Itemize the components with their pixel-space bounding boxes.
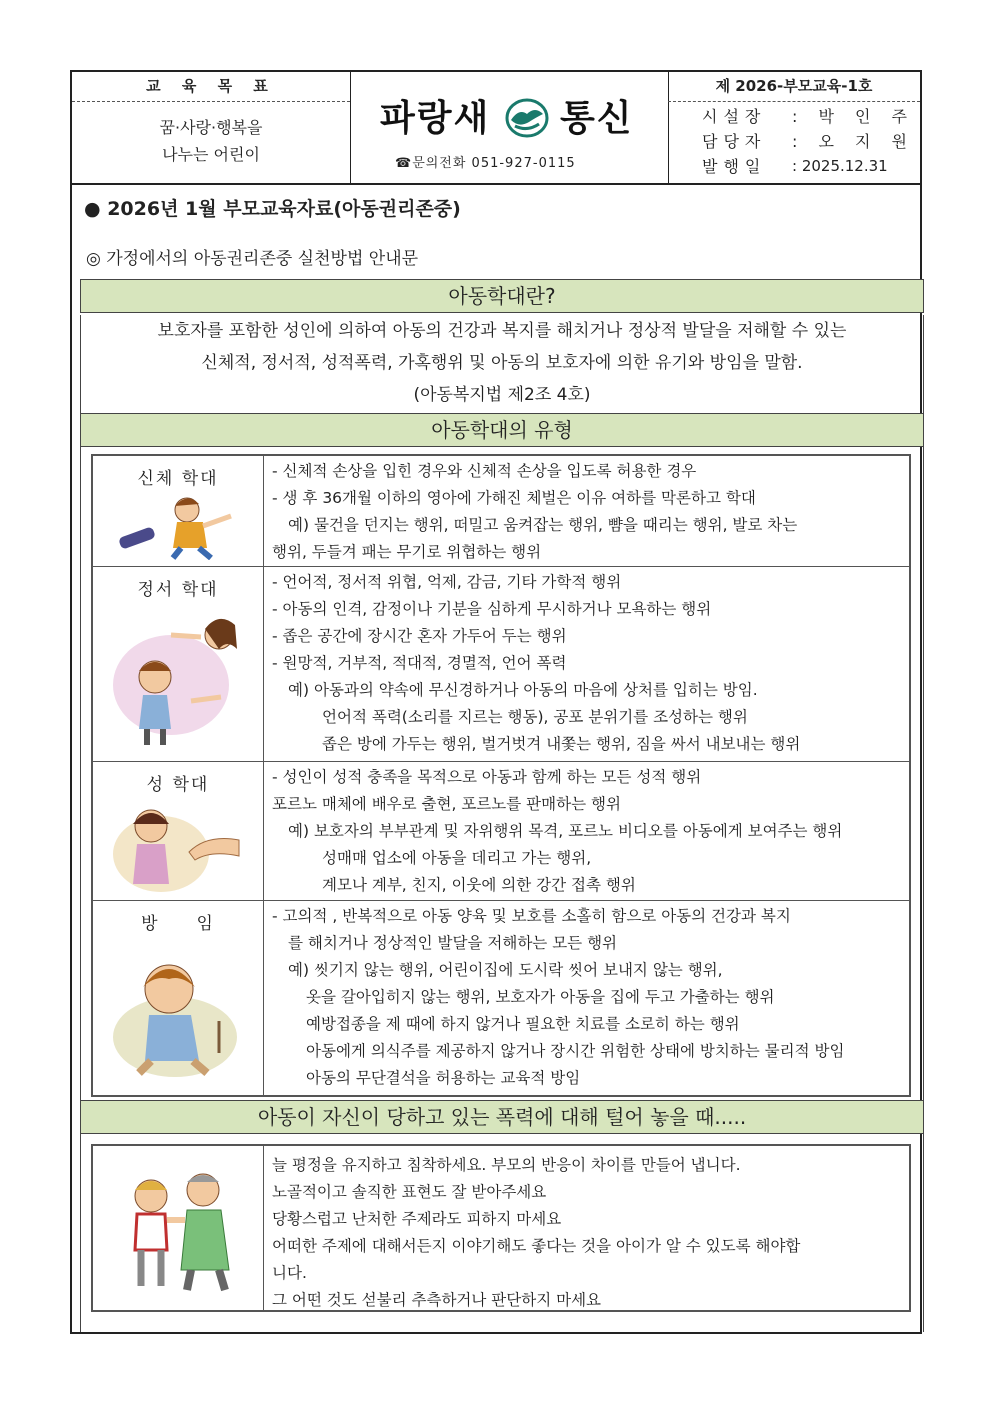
abuse-detail-line: - 좁은 공간에 장시간 혼자 가두어 두는 행위 [272,627,567,645]
issue-key: 시설장 [702,107,767,126]
definition-line: 신체적, 정서적, 성적폭력, 가혹행위 및 아동의 보호자에 의한 유기와 방임을 말함. [201,353,803,373]
header [72,72,920,185]
goal-line-1: 꿈·사랑·행복을 [159,118,263,137]
goal-line-2: 나누는 어린이 [162,145,260,164]
goal-title: 교 육 목 표 [72,72,350,102]
advice-line: 노골적이고 솔직한 표현도 잘 받아주세요 [272,1183,547,1201]
newsletter-page [70,70,922,1334]
physical-abuse-illustration [111,492,245,560]
advice-line: 어떠한 주제에 대해서든지 이야기해도 좋다는 것을 아이가 알 수 있도록 해야합 [272,1237,801,1255]
issue-value: : 오 지 원 [792,132,916,151]
section-heading-types: 아동학대의 유형 [80,413,924,447]
abuse-types-section [80,446,924,1100]
neglect-illustration [111,941,245,1081]
issue-info [668,72,920,183]
education-goal [72,72,351,183]
section-heading-disclosure: 아동이 자신이 당하고 있는 폭력에 대해 털어 놓을 때..... [80,1100,924,1134]
issue-value: : 박 인 주 [792,107,916,126]
issue-row [668,129,920,154]
abuse-example-line: 좁은 방에 가두는 행위, 벌거벗겨 내쫓는 행위, 짐을 싸서 내보내는 행위 [322,735,801,753]
logo-word-right: 통신 [560,98,634,139]
definition-box [80,315,924,413]
bluebird-emblem-icon [505,98,549,138]
advice-line: 당황스럽고 난처한 주제라도 피하지 마세요 [272,1210,562,1228]
newsletter-logo [350,72,669,183]
emotional-abuse-illustration [111,605,245,755]
issue-row [668,104,920,129]
issue-number: 제 2026-부모교육-1호 [668,72,920,102]
abuse-example-line: 언어적 폭력(소리를 지르는 행동), 공포 분위기를 조성하는 행위 [322,708,748,726]
issue-key: 담당자 [702,132,767,151]
document-title: ● 2026년 1월 부모교육자료(아동권리존중) [84,198,461,220]
contact-phone: ☎문의전화 051-927-0115 [395,156,576,171]
parent-child-illustration [111,1160,245,1296]
issue-value: : 2025.12.31 [792,157,888,175]
abuse-example-line: 예) 보호자의 부부관계 및 자위행위 목격, 포르노 비디오를 아동에게 보여주는 행위 [288,822,843,840]
abuse-type-row-physical [93,456,909,567]
abuse-example-line: 예방접종을 제 때에 하지 않거나 필요한 치료를 소로히 하는 행위 [306,1015,740,1033]
definition-line: 보호자를 포함한 성인에 의하여 아동의 건강과 복지를 해치거나 정상적 발달을 저해할 수 있는 [157,321,847,341]
abuse-detail-line: - 생 후 36개월 이하의 영아에 가해진 체벌은 이유 여하를 막론하고 학대 [272,489,756,507]
disclosure-table [91,1144,911,1312]
abuse-type-row-sexual [93,762,909,901]
advice-line: 니다. [272,1264,307,1282]
issue-key: 발행일 [702,157,767,176]
abuse-type-label: 방 임 [141,914,215,934]
advice-line: 늘 평정을 유지하고 침착하세요. 부모의 반응이 차이를 만들어 냅니다. [272,1156,741,1174]
abuse-type-label: 정서 학대 [137,580,219,600]
advice-line: 그 어떤 것도 섣불리 추측하거나 판단하지 마세요 [272,1291,602,1309]
abuse-example-line: 성매매 업소에 아동을 데리고 가는 행위, [322,849,592,867]
abuse-example-line: 옷을 갈아입히지 않는 행위, 보호자가 아동을 집에 두고 가출하는 행위 [306,988,775,1006]
abuse-example-line: 계모나 계부, 친지, 이웃에 의한 강간 접촉 행위 [322,876,636,894]
abuse-detail-line: - 신체적 손상을 입힌 경우와 신체적 손상을 입도록 허용한 경우 [272,462,697,480]
abuse-types-table [91,454,911,1097]
abuse-detail-line: - 언어적, 정서적 위협, 억제, 감금, 기타 가학적 행위 [272,573,622,591]
definition-source: (아동복지법 제2조 4호) [413,385,591,405]
abuse-example-line: 아동의 무단결석을 허용하는 교육적 방임 [306,1069,581,1087]
abuse-detail-line: 행위, 두들겨 패는 무기로 위협하는 행위 [272,543,542,561]
abuse-type-row-emotional [93,567,909,762]
section-heading-definition: 아동학대란? [80,279,924,313]
abuse-example-line: 아동에게 의식주를 제공하지 않거나 장시간 위험한 상태에 방치하는 물리적 방임 [306,1042,845,1060]
logo-word-left: 파랑새 [380,98,491,139]
sexual-abuse-illustration [111,800,245,894]
abuse-detail-line: 를 해치거나 정상적인 발달을 저해하는 모든 행위 [288,934,618,952]
abuse-detail-line: - 원망적, 거부적, 적대적, 경멸적, 언어 폭력 [272,654,567,672]
abuse-example-line: 예) 물건을 던지는 행위, 떠밀고 움켜잡는 행위, 뺨을 때리는 행위, 발로 차는 [288,516,798,534]
abuse-example-line: 예) 씻기지 않는 행위, 어린이집에 도시락 씻어 보내지 않는 행위, [288,961,723,979]
disclosure-section [80,1134,924,1332]
document-subtitle: ◎ 가정에서의 아동권리존중 실천방법 안내문 [86,249,419,269]
abuse-detail-line: - 고의적 , 반복적으로 아동 양육 및 보호를 소홀히 함으로 아동의 건강과 복지 [272,907,791,925]
issue-row [668,154,920,179]
abuse-example-line: 예) 아동과의 약속에 무신경하거나 아동의 마음에 상처를 입히는 방임. [288,681,758,699]
abuse-detail-line: - 성인이 성적 충족을 목적으로 아동과 함께 하는 모든 성적 행위 [272,768,702,786]
abuse-type-row-neglect [93,901,909,1095]
abuse-detail-line: - 아동의 인격, 감정이나 기분을 심하게 무시하거나 모욕하는 행위 [272,600,712,618]
abuse-type-label: 성 학대 [146,775,210,795]
abuse-type-label: 신체 학대 [137,469,219,489]
abuse-detail-line: 포르노 매체에 배우로 출현, 포르노를 판매하는 행위 [272,795,621,813]
